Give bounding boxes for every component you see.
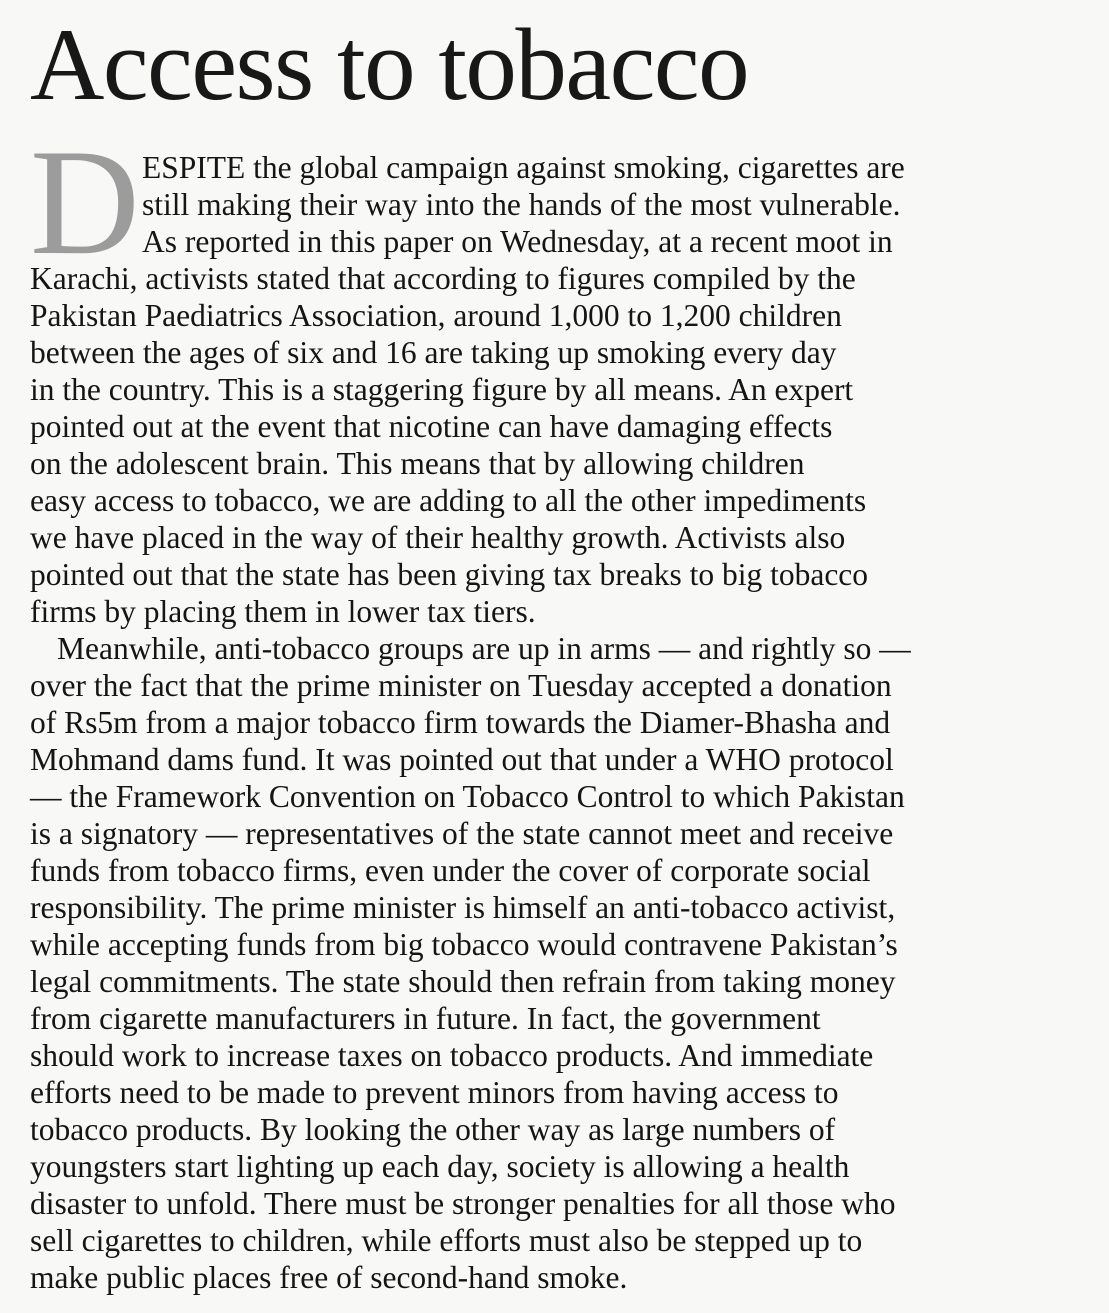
text-line: Mohmand dams fund. It was pointed out that under a WHO protocol	[30, 742, 894, 777]
text-line: over the fact that the prime minister on Tuesday accepted a donation	[30, 668, 892, 703]
text-line: Karachi, activists stated that according to figures compiled by the	[30, 261, 856, 296]
text-line: pointed out that the state has been giving tax breaks to big tobacco	[30, 557, 869, 592]
text-line: of Rs5m from a major tobacco firm towards the Diamer-Bhasha and	[30, 705, 891, 740]
text-line: should work to increase taxes on tobacco products. And immediate	[30, 1038, 874, 1073]
text-line: sell cigarettes to children, while efforts must also be stepped up to	[30, 1223, 863, 1258]
text-line: Meanwhile, anti-tobacco groups are up in arms — and rightly so —	[57, 631, 911, 666]
text-line: in the country. This is a staggering figure by all means. An expert	[30, 372, 854, 407]
paragraph-1	[30, 118, 1089, 630]
drop-cap: D	[30, 118, 140, 286]
text-line: from cigarette manufacturers in future. In fact, the government	[30, 1001, 821, 1036]
text-line: legal commitments. The state should then refrain from taking money	[30, 964, 896, 999]
text-line: pointed out at the event that nicotine can have damaging effects	[30, 409, 833, 444]
text-line: responsibility. The prime minister is himself an anti-tobacco activist,	[30, 890, 896, 925]
article-body	[30, 118, 1089, 1296]
text-line: ESPITE the global campaign against smoking, cigarettes are	[142, 150, 905, 185]
article-page	[0, 8, 1109, 1296]
text-line: — the Framework Convention on Tobacco Control to which Pakistan	[30, 779, 905, 814]
text-line: is a signatory — representatives of the state cannot meet and receive	[30, 816, 894, 851]
text-line: between the ages of six and 16 are taking up smoking every day	[30, 335, 837, 370]
text-line: easy access to tobacco, we are adding to all the other impediments	[30, 483, 867, 518]
text-line: youngsters start lighting up each day, society is allowing a health	[30, 1149, 850, 1184]
text-line: efforts need to be made to prevent minors from having access to	[30, 1075, 839, 1110]
text-line: we have placed in the way of their healthy growth. Activists also	[30, 520, 846, 555]
text-line: make public places free of second-hand smoke.	[30, 1260, 628, 1295]
text-line: funds from tobacco firms, even under the cover of corporate social	[30, 853, 871, 888]
text-line: still making their way into the hands of the most vulnerable.	[142, 187, 901, 222]
text-line: while accepting funds from big tobacco would contravene Pakistan’s	[30, 927, 898, 962]
text-line: disaster to unfold. There must be stronger penalties for all those who	[30, 1186, 896, 1221]
text-line: Pakistan Paediatrics Association, around 1,000 to 1,200 children	[30, 298, 842, 333]
text-line: tobacco products. By looking the other way as large numbers of	[30, 1112, 836, 1147]
text-line: As reported in this paper on Wednesday, at a recent moot in	[142, 224, 893, 259]
text-line: firms by placing them in lower tax tiers.	[30, 594, 536, 629]
article-title: Access to tobacco	[30, 8, 749, 122]
paragraph-2	[30, 630, 1089, 1296]
text-line: on the adolescent brain. This means that by allowing children	[30, 446, 805, 481]
